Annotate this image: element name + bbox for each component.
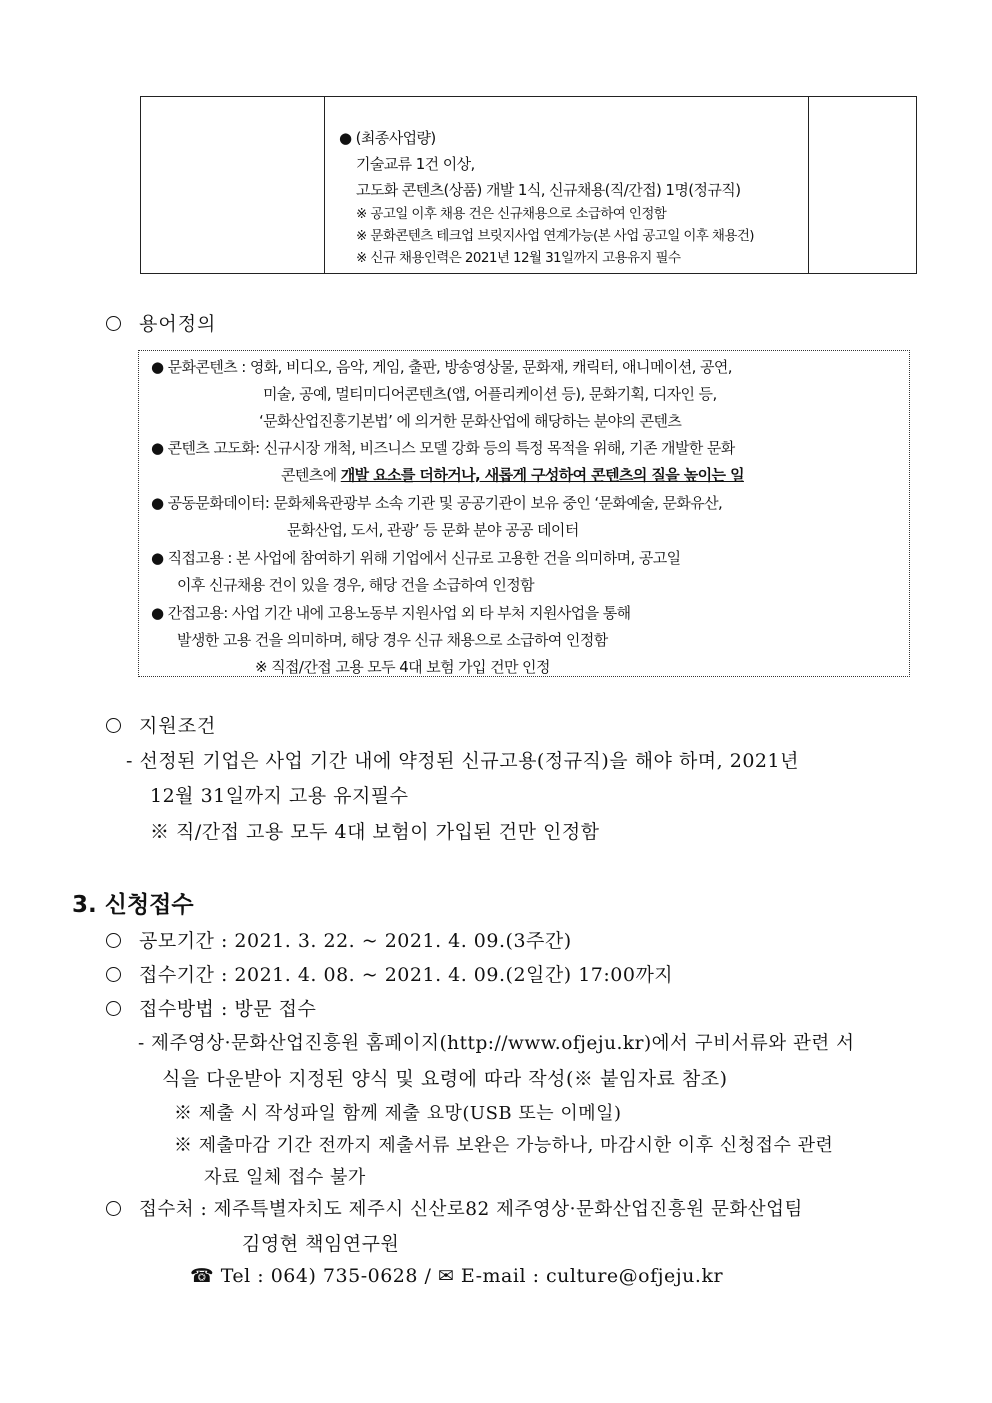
definition-line: 발생한 고용 건을 의미하며, 해당 경우 신규 채용으로 소급하여 인정함 <box>177 631 608 649</box>
table-note: ※ 신규 채용인력은 2021년 12월 31일까지 고용유지 필수 <box>356 250 681 266</box>
definition-line: ● 콘텐츠 고도화: 신규시장 개척, 비즈니스 모델 강화 등의 특정 목적을 위해, 기존 개발한 문화 <box>151 439 735 457</box>
table-line: ● (최종사업량) <box>339 129 436 147</box>
table-note: ※ 문화콘텐츠 테크업 브릿지사업 연계가능(본 사업 공고일 이후 채용건) <box>356 228 754 244</box>
method-line: 식을 다운받아 지정된 양식 및 요령에 따라 작성(※ 붙임자료 참조) <box>162 1068 728 1090</box>
circle-bullet-icon <box>106 1001 121 1016</box>
definition-line: 이후 신규채용 건이 있을 경우, 해당 건을 소급하여 인정함 <box>177 576 534 594</box>
method-note: ※ 제출 시 작성파일 함께 제출 요망(USB 또는 이메일) <box>174 1103 622 1124</box>
circle-bullet-icon <box>106 933 121 948</box>
table-cell-left <box>141 97 325 273</box>
definition-line: 콘텐츠에 개발 요소를 더하거나, 새롭게 구성하여 콘텐츠의 질을 높이는 일 <box>281 466 744 484</box>
place-item: 접수처 : 제주특별자치도 제주시 신산로82 제주영상·문화산업진흥원 문화산업팀 <box>106 1195 803 1221</box>
table-cell-content <box>325 97 808 273</box>
requirements-table <box>140 96 917 274</box>
section-title: 3. 신청접수 <box>72 892 194 918</box>
method-line: - 제주영상·문화산업진흥원 홈페이지(http://www.ofjeju.kr)에서 구비서류와 관련 서 <box>138 1033 855 1054</box>
definition-line: 문화산업, 도서, 관광’ 등 문화 분야 공공 데이터 <box>287 521 579 539</box>
support-note: ※ 직/간접 고용 모두 4대 보험이 가입된 건만 인정함 <box>150 821 600 843</box>
contact-person: 김영현 책임연구원 <box>242 1233 400 1255</box>
support-heading: 지원조건 <box>106 711 216 738</box>
definition-line: ● 직접고용 : 본 사업에 참여하기 위해 기업에서 신규로 고용한 건을 의미하며, 공고일 <box>151 549 681 567</box>
definition-line: ‘문화산업진흥기본법’ 에 의거한 문화산업에 해당하는 분야의 콘텐츠 <box>259 412 682 430</box>
table-note: ※ 공고일 이후 채용 건은 신규채용으로 소급하여 인정함 <box>356 206 667 222</box>
support-line: - 선정된 기업은 사업 기간 내에 약정된 신규고용(정규직)을 해야 하며, 2021년 <box>126 750 799 772</box>
definition-line: ● 문화콘텐츠 : 영화, 비디오, 음악, 게임, 출판, 방송영상물, 문화재, 캐릭터, 애니메이션, 공연, <box>151 358 732 376</box>
definition-note: ※ 직접/간접 고용 모두 4대 보험 가입 건만 인정 <box>255 658 550 676</box>
method-note: ※ 제출마감 기간 전까지 제출서류 보완은 가능하나, 마감시한 이후 신청접수 관련 <box>174 1135 834 1156</box>
circle-bullet-icon <box>106 316 121 331</box>
method-item: 접수방법 : 방문 접수 <box>106 994 316 1021</box>
circle-bullet-icon <box>106 1201 121 1216</box>
definition-line: ● 간접고용: 사업 기간 내에 고용노동부 지원사업 외 타 부처 지원사업을 통해 <box>151 604 631 622</box>
support-line: 12월 31일까지 고용 유지필수 <box>150 785 409 807</box>
table-cell-right <box>808 97 916 273</box>
receipt-item: 접수기간 : 2021. 4. 08. ~ 2021. 4. 09.(2일간) 17:00까지 <box>106 960 673 987</box>
circle-bullet-icon <box>106 718 121 733</box>
contact-info: ☎ Tel : 064) 735-0628 / ✉ E-mail : culture@ofjeju.kr <box>190 1265 724 1287</box>
emphasis-text: 개발 요소를 더하거나, 새롭게 구성하여 콘텐츠의 질을 높이는 일 <box>340 466 744 484</box>
definitions-heading: 용어정의 <box>106 309 216 336</box>
table-line: 기술교류 1건 이상, <box>356 155 475 173</box>
period-item: 공모기간 : 2021. 3. 22. ~ 2021. 4. 09.(3주간) <box>106 926 572 953</box>
definitions-box <box>138 350 910 677</box>
method-note: 자료 일체 접수 불가 <box>204 1167 366 1188</box>
circle-bullet-icon <box>106 967 121 982</box>
definition-line: ● 공동문화데이터: 문화체육관광부 소속 기관 및 공공기관이 보유 중인 ‘문화예술, 문화유산, <box>151 494 723 512</box>
definition-line: 미술, 공예, 멀티미디어콘텐츠(앱, 어플리케이션 등), 문화기획, 디자인 등, <box>263 385 717 403</box>
table-line: 고도화 콘텐츠(상품) 개발 1식, 신규채용(직/간접) 1명(정규직) <box>356 181 741 199</box>
